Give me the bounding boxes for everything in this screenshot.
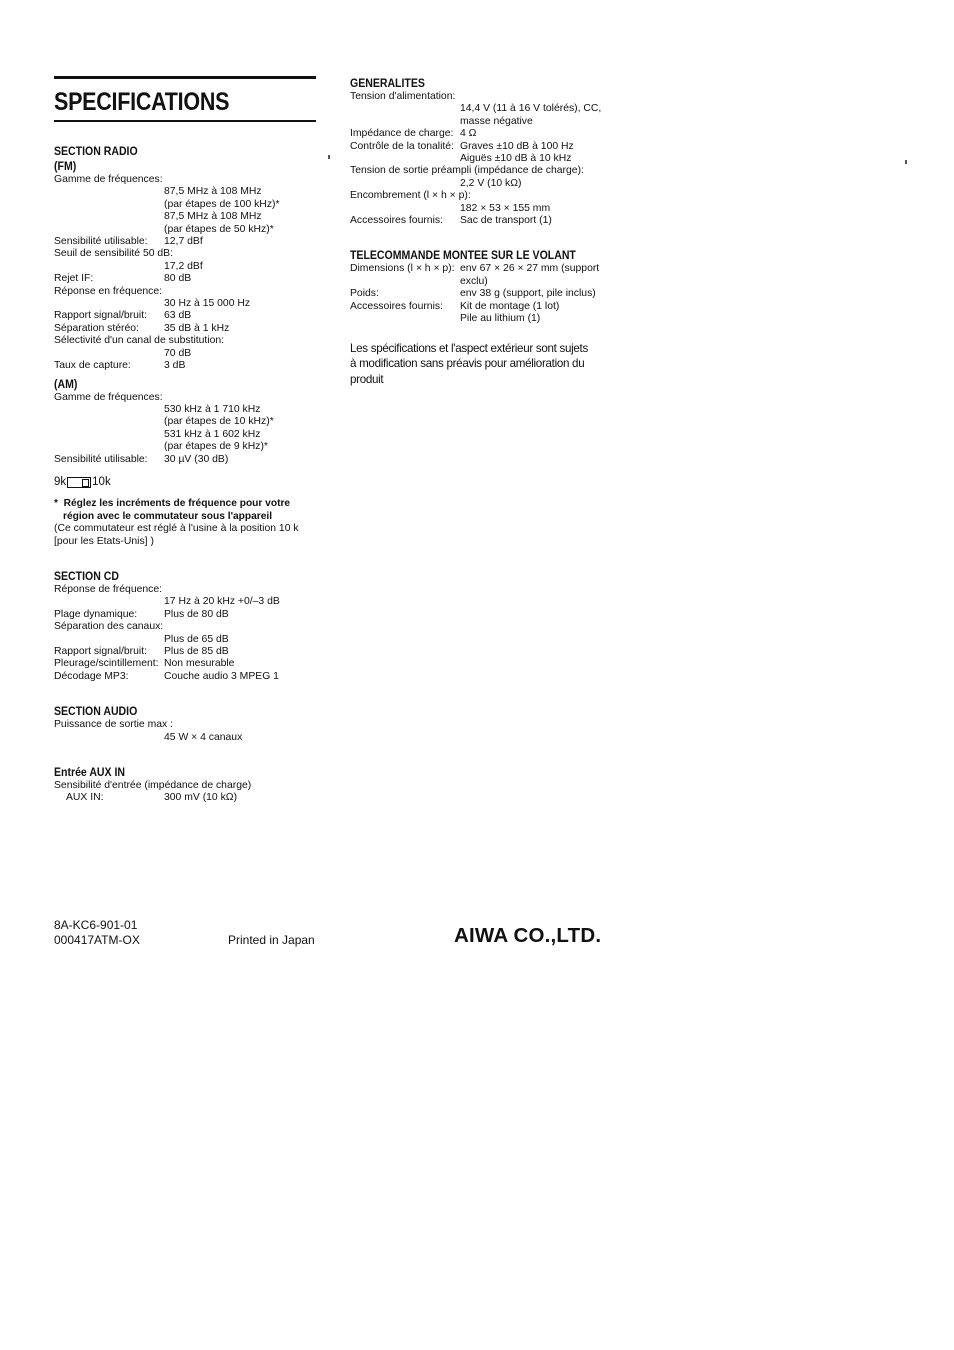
spec-value: 300 mV (10 kΩ) [164, 792, 238, 804]
fm-freq-range-label: Gamme de fréquences: [54, 174, 163, 185]
fm-freq-range-value: 87,5 MHz à 108 MHz [164, 211, 262, 223]
spec-label: Séparation des canaux: [54, 621, 164, 633]
notice-line: produit [350, 372, 384, 386]
spec-row [350, 263, 612, 275]
spec-label: Pleurage/scintillement: [54, 658, 159, 670]
section-cd-heading: SECTION CD [54, 568, 119, 583]
fm-freq-range-value: 87,5 MHz à 108 MHz [164, 186, 262, 198]
spec-label: Plage dynamique: [54, 608, 138, 620]
spec-value: 2,2 V (10 kΩ) [460, 177, 522, 189]
spec-value: Graves ±10 dB à 100 Hz [460, 140, 574, 152]
spec-value: 17,2 dBf [164, 260, 203, 272]
spec-label: Encombrement (l × h × p): [350, 190, 471, 202]
spec-row [54, 310, 316, 322]
spec-row [350, 128, 612, 140]
spec-row [350, 288, 612, 300]
spec-label: Rapport signal/bruit: [54, 646, 147, 657]
section-radio [54, 144, 316, 548]
spec-label: Séparation stéréo: [54, 322, 139, 334]
spec-value: Plus de 65 dB [164, 633, 229, 645]
scan-mark [328, 155, 330, 159]
spec-value: Sac de transport (1) [460, 215, 552, 227]
note-bold-line: Réglez les incréments de fréquence pour votre [63, 498, 291, 510]
spec-row [54, 454, 316, 466]
notice-line: Les spécifications et l'aspect extérieur sont sujets [350, 341, 588, 355]
spec-label: Tension de sortie préampli (impédance de charge): [350, 165, 584, 177]
spec-value: Pile au lithium (1) [460, 313, 541, 325]
right-column [350, 76, 612, 387]
am-freq-range-value: (par étapes de 9 kHz)* [164, 441, 268, 453]
notice-line: à modification sans préavis pour amélioration du [350, 357, 585, 370]
spec-row [54, 658, 316, 670]
spec-value: 182 × 53 × 155 mm [460, 202, 551, 214]
spec-row [54, 236, 316, 248]
fm-freq-range-value: (par étapes de 50 kHz)* [164, 223, 274, 235]
spec-label: Réponse de fréquence: [54, 583, 163, 595]
spec-row [54, 792, 316, 804]
note-line: (Ce commutateur est réglé à l'usine à la position 10 k [54, 523, 299, 535]
page-title: SPECIFICATIONS [54, 88, 230, 116]
spec-label: Taux de capture: [54, 360, 131, 372]
am-freq-range-value: 530 kHz à 1 710 kHz [164, 403, 261, 415]
switch-icon [67, 477, 91, 488]
spec-value: 45 W × 4 canaux [164, 731, 243, 743]
am-freq-range-label: Gamme de fréquences: [54, 391, 163, 403]
footer-codes [54, 918, 140, 948]
spec-value: Aiguës ±10 dB à 10 kHz [460, 153, 572, 165]
spec-value: 80 dB [164, 273, 192, 285]
spec-value: env 67 × 26 × 27 mm (support [460, 263, 600, 275]
brand-name: AIWA CO.,LTD. [454, 924, 602, 947]
spec-value: exclu) [460, 275, 488, 287]
spec-row [54, 646, 316, 658]
spec-label: Sensibilité utilisable: [54, 453, 148, 465]
section-general [350, 76, 612, 227]
spec-row [350, 215, 612, 227]
section-remote [350, 248, 612, 325]
spec-label: Rejet IF: [54, 273, 94, 285]
spec-label: Tension d'alimentation: [350, 91, 456, 102]
spec-value: env 38 g (support, pile inclus) [460, 288, 596, 300]
spec-value: Couche audio 3 MPEG 1 [164, 670, 279, 682]
spec-value: 12,7 dBf [164, 236, 203, 248]
scan-mark [905, 160, 907, 164]
section-aux-heading: Entrée AUX IN [54, 765, 126, 780]
spec-row [54, 360, 316, 372]
spec-row [54, 609, 316, 621]
note-star: * [54, 498, 58, 510]
spec-label: Poids: [350, 288, 379, 300]
spec-value: 70 dB [164, 347, 192, 359]
spec-row [54, 323, 316, 335]
fm-heading: (FM) [54, 159, 77, 173]
spec-value: Plus de 85 dB [164, 646, 229, 657]
spec-value: Kit de montage (1 lot) [460, 300, 560, 312]
spec-row [54, 671, 316, 683]
spec-value: masse négative [460, 115, 533, 127]
spec-label: Rapport signal/bruit: [54, 310, 147, 322]
am-freq-range-value: 531 kHz à 1 602 kHz [164, 428, 261, 440]
section-audio [54, 704, 316, 744]
switch-label-left: 9k [54, 475, 67, 488]
spec-label: Puissance de sortie max : [54, 719, 173, 731]
title-rule-bottom [54, 120, 316, 122]
section-general-heading: GENERALITES [350, 76, 425, 90]
spec-value: 3 dB [164, 360, 186, 372]
note-line: [pour les Etats-Unis] ) [54, 535, 154, 547]
spec-label: Réponse en fréquence: [54, 285, 163, 297]
spec-label: Sensibilité d'entrée (impédance de charge) [54, 780, 252, 792]
switch-label-right: 10k [92, 475, 111, 488]
left-column [54, 76, 316, 805]
spec-row [54, 273, 316, 285]
notice-paragraph [350, 341, 612, 388]
step-note [54, 498, 316, 523]
section-cd [54, 569, 316, 683]
title-rule-top [54, 76, 316, 79]
spec-label: Sélectivité d'un canal de substitution: [54, 335, 225, 347]
spec-row [350, 141, 612, 153]
footer-code: 8A-KC6-901-01 [54, 918, 138, 932]
spec-label: Accessoires fournis: [350, 215, 443, 227]
footer-code: 000417ATM-OX [54, 933, 140, 947]
spec-value: 14,4 V (11 à 16 V tolérés), CC, [460, 103, 602, 115]
printed-in: Printed in Japan [228, 933, 315, 947]
spec-label: Impédance de charge: [350, 128, 454, 140]
spec-label: Accessoires fournis: [350, 300, 443, 312]
spec-value: 30 µV (30 dB) [164, 453, 229, 465]
am-heading: (AM) [54, 376, 78, 391]
section-radio-heading: SECTION RADIO [54, 144, 138, 158]
spec-value: 4 Ω [460, 128, 477, 140]
spec-label: Seuil de sensibilité 50 dB: [54, 248, 173, 260]
fm-freq-range-value: (par étapes de 100 kHz)* [164, 198, 280, 210]
am-freq-range-value: (par étapes de 10 kHz)* [164, 416, 274, 428]
spec-value: 30 Hz à 15 000 Hz [164, 298, 251, 310]
section-remote-heading: TELECOMMANDE MONTEE SUR LE VOLANT [350, 248, 576, 263]
spec-label: Contrôle de la tonalité: [350, 140, 454, 152]
section-aux [54, 765, 316, 805]
spec-value: 35 dB à 1 kHz [164, 322, 230, 334]
spec-label: Décodage MP3: [54, 670, 129, 682]
section-audio-heading: SECTION AUDIO [54, 704, 138, 719]
spec-label: Sensibilité utilisable: [54, 236, 148, 248]
spec-label: Dimensions (l × h × p): [350, 263, 455, 275]
spec-row [350, 301, 612, 313]
spec-value: Non mesurable [164, 658, 235, 670]
spec-value: Plus de 80 dB [164, 608, 229, 620]
frequency-step-switch [54, 476, 316, 488]
spec-value: 63 dB [164, 310, 192, 322]
note-bold-line: région avec le commutateur sous l'appareil [63, 510, 273, 522]
spec-value: 17 Hz à 20 kHz +0/–3 dB [164, 596, 280, 608]
spec-label: AUX IN: [66, 792, 104, 804]
